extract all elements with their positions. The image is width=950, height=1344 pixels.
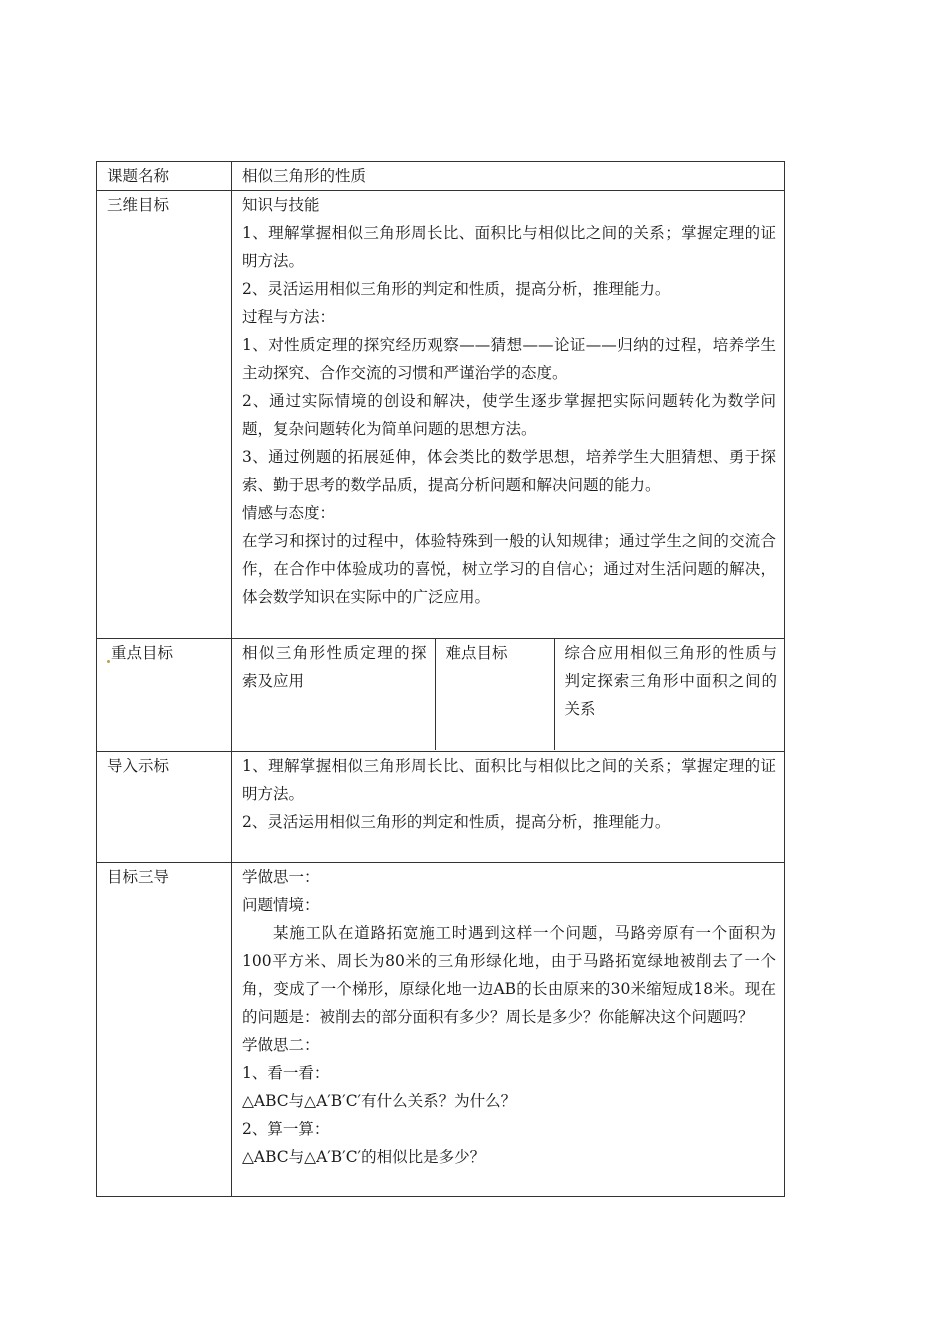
process-item-2: 2、通过实际情境的创设和解决，使学生逐步掌握把实际问题转化为数学问题，复杂问题转化为简单问题的思想方法。 (242, 392, 776, 438)
part1-heading: 学做思一： (242, 868, 320, 886)
lesson-plan-page (96, 161, 784, 1197)
knowledge-item-1: 1、理解掌握相似三角形周长比、面积比与相似比之间的关系；掌握定理的证明方法。 (242, 224, 776, 270)
knowledge-heading: 知识与技能 (242, 196, 320, 214)
row-intro (97, 752, 785, 863)
emotion-text: 在学习和探讨的过程中，体验特殊到一般的认知规律；通过学生之间的交流合作，在合作中体验成功的喜悦，树立学习的自信心；通过对生活问题的解决，体会数学知识在实际中的广泛应用。 (242, 532, 776, 606)
guide-label: 目标三导 (97, 863, 232, 1197)
key-points-label-cell (97, 639, 232, 752)
row-three-dimensional-goals (97, 191, 785, 639)
process-heading: 过程与方法： (242, 308, 336, 326)
intro-content (232, 752, 785, 863)
intro-item-1: 1、理解掌握相似三角形周长比、面积比与相似比之间的关系；掌握定理的证明方法。 (242, 757, 776, 803)
row-key-points (97, 639, 785, 752)
key-points-content (232, 639, 785, 752)
row-guide (97, 863, 785, 1197)
process-item-1: 1、对性质定理的探究经历观察——猜想——论证——归纳的过程，培养学生主动探究、合作交流的习惯和严谨治学的态度。 (242, 336, 776, 382)
look-text: △ABC与△A′B′C′有什么关系？为什么？ (242, 1092, 517, 1110)
marker-dot-icon (107, 660, 110, 663)
intro-label: 导入示标 (97, 752, 232, 863)
row-lesson-title (97, 162, 785, 191)
guide-content (232, 863, 785, 1197)
goals-label: 三维目标 (97, 191, 232, 639)
key-points-inner-table (232, 639, 785, 750)
goals-content (232, 191, 785, 639)
scenario-text: 某施工队在道路拓宽施工时遇到这样一个问题，马路旁原有一个面积为100平方米、周长为80米的三角形绿化地，由于马路拓宽绿地被削去了一个角，变成了一个梯形，原绿化地一边AB的长由原来的30米缩短成18米。现在的问题是：被削去的部分面积有多少？周长是多少？你能解决这个问题吗？ (242, 924, 776, 1026)
part2-heading: 学做思二： (242, 1036, 320, 1054)
difficulty-value: 综合应用相似三角形的性质与判定探索三角形中面积之间的关系 (564, 644, 777, 718)
emotion-heading: 情感与态度： (242, 504, 336, 522)
difficulty-label: 难点目标 (435, 639, 554, 750)
calc-text: △ABC与△A′B′C′的相似比是多少？ (242, 1148, 486, 1166)
lesson-title-label: 课题名称 (97, 162, 232, 191)
key-points-label: 重点目标 (111, 644, 174, 662)
lesson-title-value: 相似三角形的性质 (232, 162, 785, 191)
calc-heading: 2、算一算： (242, 1120, 330, 1138)
intro-item-2: 2、灵活运用相似三角形的判定和性质，提高分析，推理能力。 (242, 813, 671, 831)
lesson-plan-table (96, 161, 785, 1197)
key-points-value: 相似三角形性质定理的探索及应用 (232, 639, 435, 750)
process-item-3: 3、通过例题的拓展延伸，体会类比的数学思想，培养学生大胆猜想、勇于探索、勤于思考的数学品质，提高分析问题和解决问题的能力。 (242, 448, 776, 494)
knowledge-item-2: 2、灵活运用相似三角形的判定和性质，提高分析，推理能力。 (242, 280, 671, 298)
look-heading: 1、看一看： (242, 1064, 330, 1082)
scenario-heading: 问题情境： (242, 896, 320, 914)
